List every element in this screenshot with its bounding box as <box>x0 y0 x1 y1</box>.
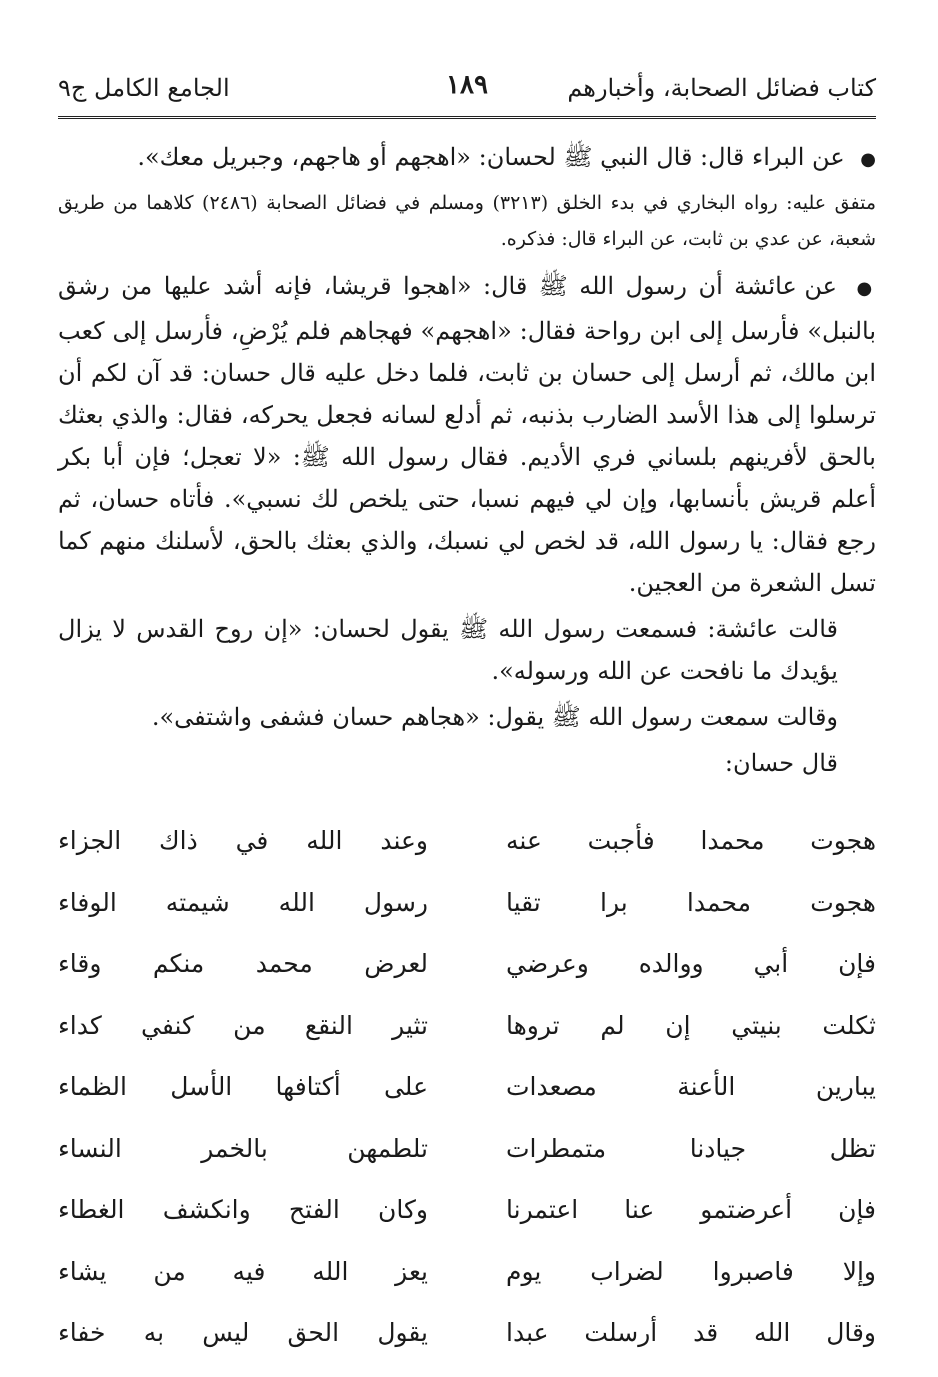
verse <box>58 1302 876 1364</box>
verse-second-half: وعند الله في ذاك الجزاء <box>58 826 428 856</box>
verse-second-half: على أكتافها الأسل الظماء <box>58 1072 428 1102</box>
page-number: ١٨٩ <box>446 70 488 100</box>
verse-second-half: تلطمهن بالخمر النساء <box>58 1133 428 1163</box>
page-body <box>58 136 876 788</box>
verse-second-half: يقول الحق ليس به خفاء <box>58 1318 428 1348</box>
verse-second-half: رسول الله شيمته الوفاء <box>58 887 428 917</box>
running-header <box>58 62 876 119</box>
hadith-1 <box>58 136 876 181</box>
hadith-2-text: عن عائشة أن رسول الله ﷺ قال: «اهجوا قريشا، فإنه أشد عليها من رشق بالنبل» فأرسل إلى ابن رواحة فقال: «اهجهم» فهجاهم فلم يُرْضِ، فأرسل إلى كعب ابن مالك، ثم أرسل إلى حسان بن ثابت، فلما دخل عليه قال حسان: قد آن لكم أن ترسلوا إلى هذا الأسد الضارب بذنبه، ثم أدلع لسانه فجعل يحركه، فقال: والذي بعثك بالحق لأفرينهم بلساني فري الأديم. فقال رسول الله ﷺ: «لا تعجل؛ فإن أبا بكر أعلم قريش بأنسابها، وإن لي فيهم نسبا، حتى يلخص لك نسبي». فأتاه حسان، ثم رجع فقال: يا رسول الله، قد لخص لي نسبك، والذي بعثك بالحق، لأسلنك منهم كما تسل الشعرة من العجين. <box>58 272 876 597</box>
verse-first-half: تظل جيادنا متمطرات <box>506 1133 876 1163</box>
verse <box>58 1056 876 1118</box>
hadith-2 <box>58 265 876 604</box>
hadith-1-text: عن البراء قال: قال النبي ﷺ لحسان: «اهجهم أو هاجهم، وجبريل معك». <box>137 143 845 171</box>
verse-first-half: هجوت محمدا برا تقيا <box>506 887 876 917</box>
bullet-icon: ● <box>860 149 876 170</box>
poem <box>58 810 876 1364</box>
bullet-icon: ● <box>856 278 876 299</box>
verse-first-half: يبارين الأعنة مصعدات <box>506 1072 876 1102</box>
series-title: الجامع الكامل ج٩ <box>58 74 230 102</box>
verse-first-half: هجوت محمدا فأجبت عنه <box>506 826 876 856</box>
aisha-statement-1: قالت عائشة: فسمعت رسول الله ﷺ يقول لحسان: «إن روح القدس لا يزال يؤيدك ما نافحت عن الله ورسوله». <box>58 615 838 685</box>
book-title: كتاب فضائل الصحابة، وأخبارهم <box>567 74 876 102</box>
verse-second-half: وكان الفتح وانكشف الغطاء <box>58 1195 428 1225</box>
hadith-1-takhrij: متفق عليه: رواه البخاري في بدء الخلق (٣٢١٣) ومسلم في فضائل الصحابة (٢٤٨٦) كلاهما من طريق شعبة، عن عدي بن ثابت، عن البراء قال: فذكره. <box>58 192 876 250</box>
verse <box>58 1179 876 1241</box>
aisha-statement-2: وقالت سمعت رسول الله ﷺ يقول: «هجاهم حسان فشفى واشتفى». <box>151 703 838 731</box>
verse <box>58 810 876 872</box>
verse-second-half: تثير النقع من كنفي كداء <box>58 1010 428 1040</box>
verse <box>58 872 876 934</box>
verse-first-half: ثكلت بنيتي إن لم تروها <box>506 1010 876 1040</box>
verse-first-half: فإن أعرضتمو عنا اعتمرنا <box>506 1195 876 1225</box>
verse-second-half: لعرض محمد منكم وقاء <box>58 949 428 979</box>
verse-second-half: يعز الله فيه من يشاء <box>58 1256 428 1286</box>
verse <box>58 1241 876 1303</box>
verse-first-half: وقال الله قد أرسلت عبدا <box>506 1318 876 1348</box>
verse <box>58 933 876 995</box>
verse <box>58 1118 876 1180</box>
verse-first-half: فإن أبي ووالده وعرضي <box>506 949 876 979</box>
verse <box>58 995 876 1057</box>
hassan-said: قال حسان: <box>724 749 838 777</box>
verse-first-half: وإلا فاصبروا لضراب يوم <box>506 1256 876 1286</box>
